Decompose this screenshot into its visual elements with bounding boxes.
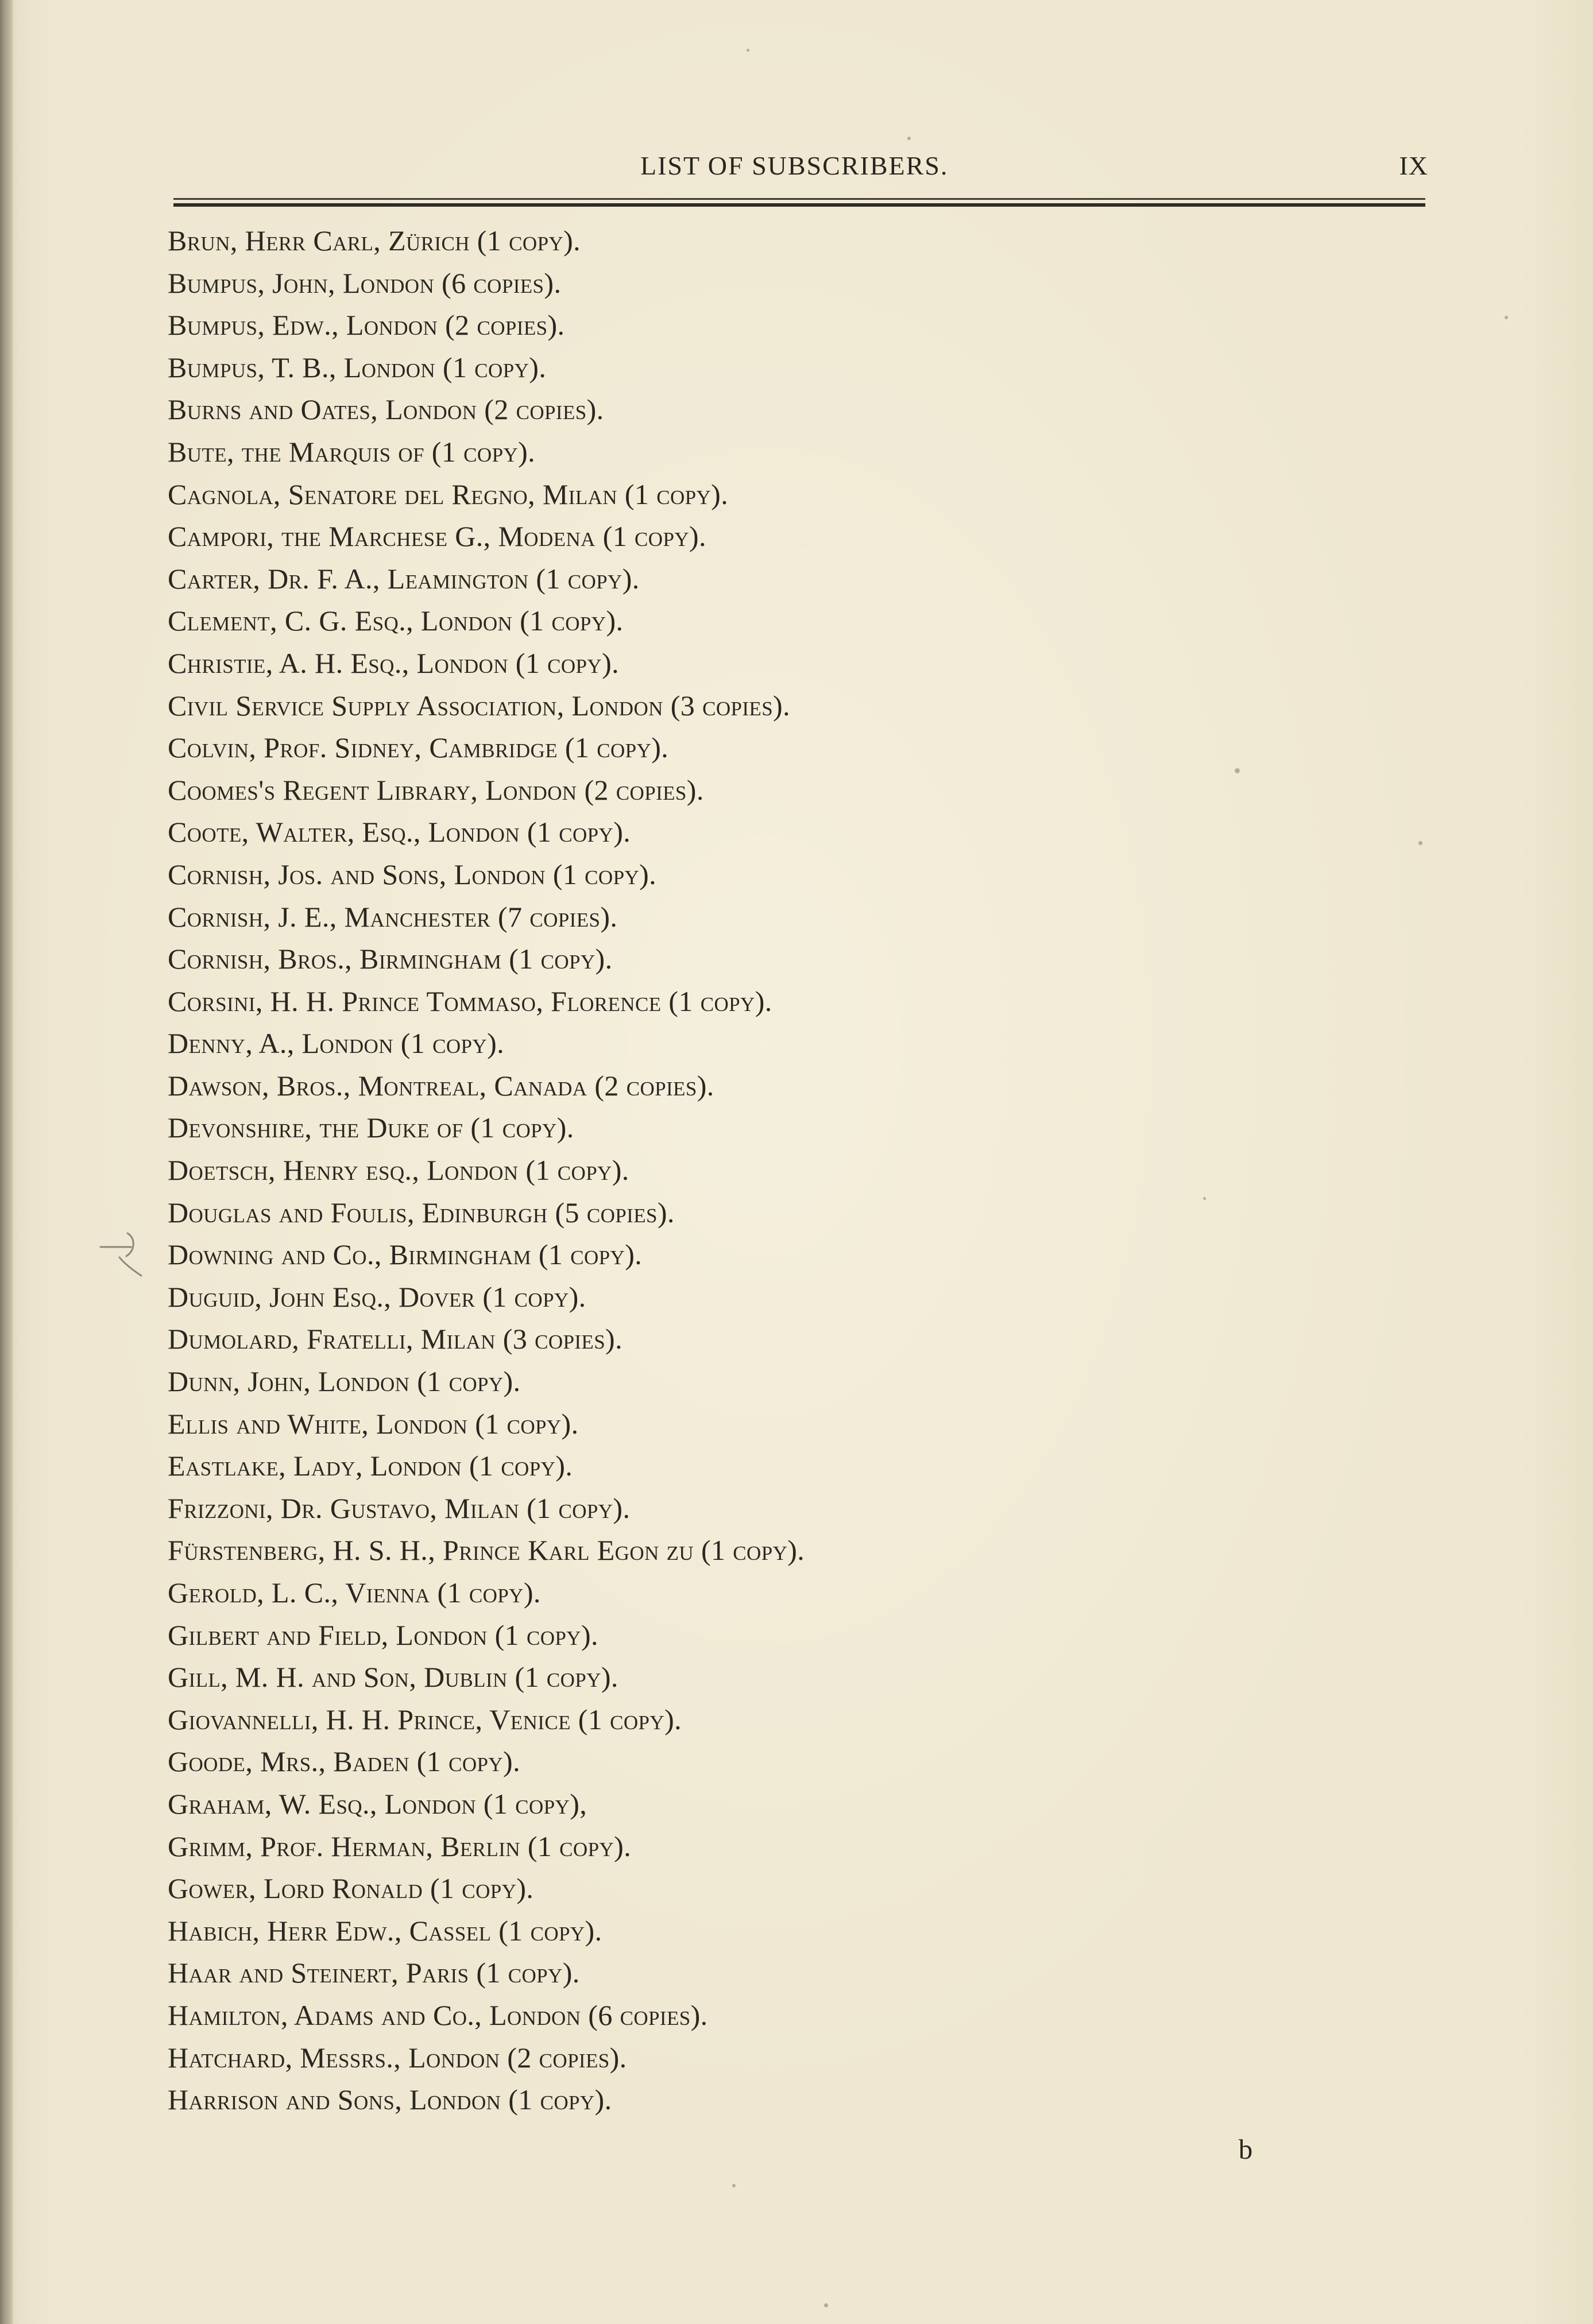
subscriber-entry: Dunn, John, London (1 copy). xyxy=(168,1365,521,1398)
subscriber-entry: Cagnola, Senatore del Regno, Milan (1 copy). xyxy=(168,478,729,510)
subscriber-entry: Civil Service Supply Association, London (3 copies). xyxy=(168,689,791,722)
subscriber-entry: Haar and Steinert, Paris (1 copy). xyxy=(168,1957,580,1989)
subscriber-entry: Doetsch, Henry esq., London (1 copy). xyxy=(168,1154,629,1187)
subscriber-entry: Bute, the Marquis of (1 copy). xyxy=(168,435,536,468)
pencil-annotation-mark xyxy=(98,1223,152,1280)
subscriber-entry: Harrison and Sons, London (1 copy). xyxy=(168,2083,612,2116)
subscriber-entry: Burns and Oates, London (2 copies). xyxy=(168,393,604,426)
paper-speck xyxy=(732,2184,736,2187)
page-number: IX xyxy=(1399,151,1428,180)
subscriber-entry: Gill, M. H. and Son, Dublin (1 copy). xyxy=(168,1661,618,1694)
subscriber-entry: Cornish, Bros., Birmingham (1 copy). xyxy=(168,943,613,975)
subscriber-entry: Douglas and Foulis, Edinburgh (5 copies). xyxy=(168,1196,675,1229)
running-head xyxy=(0,148,1593,188)
subscriber-entry: Hamilton, Adams and Co., London (6 copies). xyxy=(168,1998,708,2031)
subscriber-list xyxy=(168,220,1431,2121)
page-title: LIST OF SUBSCRIBERS. xyxy=(640,151,949,180)
paper-speck xyxy=(824,2303,828,2307)
signature-mark: b xyxy=(1238,2133,1253,2165)
subscriber-entry: Gower, Lord Ronald (1 copy). xyxy=(168,1872,534,1905)
subscriber-entry: Christie, A. H. Esq., London (1 copy). xyxy=(168,646,620,679)
subscriber-entry: Carter, Dr. F. A., Leamington (1 copy). xyxy=(168,562,640,595)
subscriber-entry: Dumolard, Fratelli, Milan (3 copies). xyxy=(168,1323,623,1355)
subscriber-entry: Campori, the Marchese G., Modena (1 copy). xyxy=(168,520,706,553)
subscriber-entry: Denny, A., London (1 copy). xyxy=(168,1027,505,1060)
subscriber-entry: Eastlake, Lady, London (1 copy). xyxy=(168,1450,573,1482)
subscriber-entry: Ellis and White, London (1 copy). xyxy=(168,1407,579,1440)
subscriber-entry: Giovannelli, H. H. Prince, Venice (1 copy). xyxy=(168,1703,682,1736)
subscriber-entry: Dawson, Bros., Montreal, Canada (2 copies). xyxy=(168,1069,714,1102)
subscriber-entry: Habich, Herr Edw., Cassel (1 copy). xyxy=(168,1914,602,1947)
paper-speck xyxy=(907,137,911,140)
subscriber-entry: Frizzoni, Dr. Gustavo, Milan (1 copy). xyxy=(168,1492,631,1524)
subscriber-entry: Graham, W. Esq., London (1 copy), xyxy=(168,1787,587,1820)
subscriber-entry: Brun, Herr Carl, Zürich (1 copy). xyxy=(168,224,581,257)
subscriber-entry: Grimm, Prof. Herman, Berlin (1 copy). xyxy=(168,1830,632,1862)
subscriber-entry: Devonshire, the Duke of (1 copy). xyxy=(168,1111,574,1144)
subscriber-entry: Goode, Mrs., Baden (1 copy). xyxy=(168,1745,521,1778)
paper-speck xyxy=(1418,841,1422,845)
paper-speck xyxy=(1235,768,1240,773)
subscriber-entry: Cornish, Jos. and Sons, London (1 copy). xyxy=(168,858,657,890)
paper-speck xyxy=(1505,316,1508,319)
subscriber-entry: Corsini, H. H. Prince Tommaso, Florence (1 copy). xyxy=(168,985,772,1017)
subscriber-entry: Clement, C. G. Esq., London (1 copy). xyxy=(168,605,624,637)
subscriber-entry: Gerold, L. C., Vienna (1 copy). xyxy=(168,1577,541,1609)
book-binding-edge xyxy=(0,0,13,2324)
subscriber-entry: Colvin, Prof. Sidney, Cambridge (1 copy). xyxy=(168,731,669,764)
subscriber-entry: Gilbert and Field, London (1 copy). xyxy=(168,1618,598,1651)
subscriber-entry: Bumpus, Edw., London (2 copies). xyxy=(168,309,565,342)
paper-speck xyxy=(747,49,749,52)
subscriber-entry: Bumpus, John, London (6 copies). xyxy=(168,266,562,299)
paper-speck xyxy=(1203,1197,1206,1200)
subscriber-entry: Coomes's Regent Library, London (2 copies). xyxy=(168,773,704,806)
subscriber-entry: Bumpus, T. B., London (1 copy). xyxy=(168,351,547,384)
header-rule-thick xyxy=(173,203,1425,207)
subscriber-entry: Hatchard, Messrs., London (2 copies). xyxy=(168,2041,627,2074)
subscriber-entry: Coote, Walter, Esq., London (1 copy). xyxy=(168,816,631,849)
subscriber-entry: Duguid, John Esq., Dover (1 copy). xyxy=(168,1280,586,1313)
subscriber-entry: Cornish, J. E., Manchester (7 copies). xyxy=(168,900,618,933)
header-rule-thin xyxy=(173,198,1425,200)
subscriber-entry: Fürstenberg, H. S. H., Prince Karl Egon zu (1 copy). xyxy=(168,1534,805,1567)
subscriber-entry: Downing and Co., Birmingham (1 copy). xyxy=(168,1238,643,1271)
